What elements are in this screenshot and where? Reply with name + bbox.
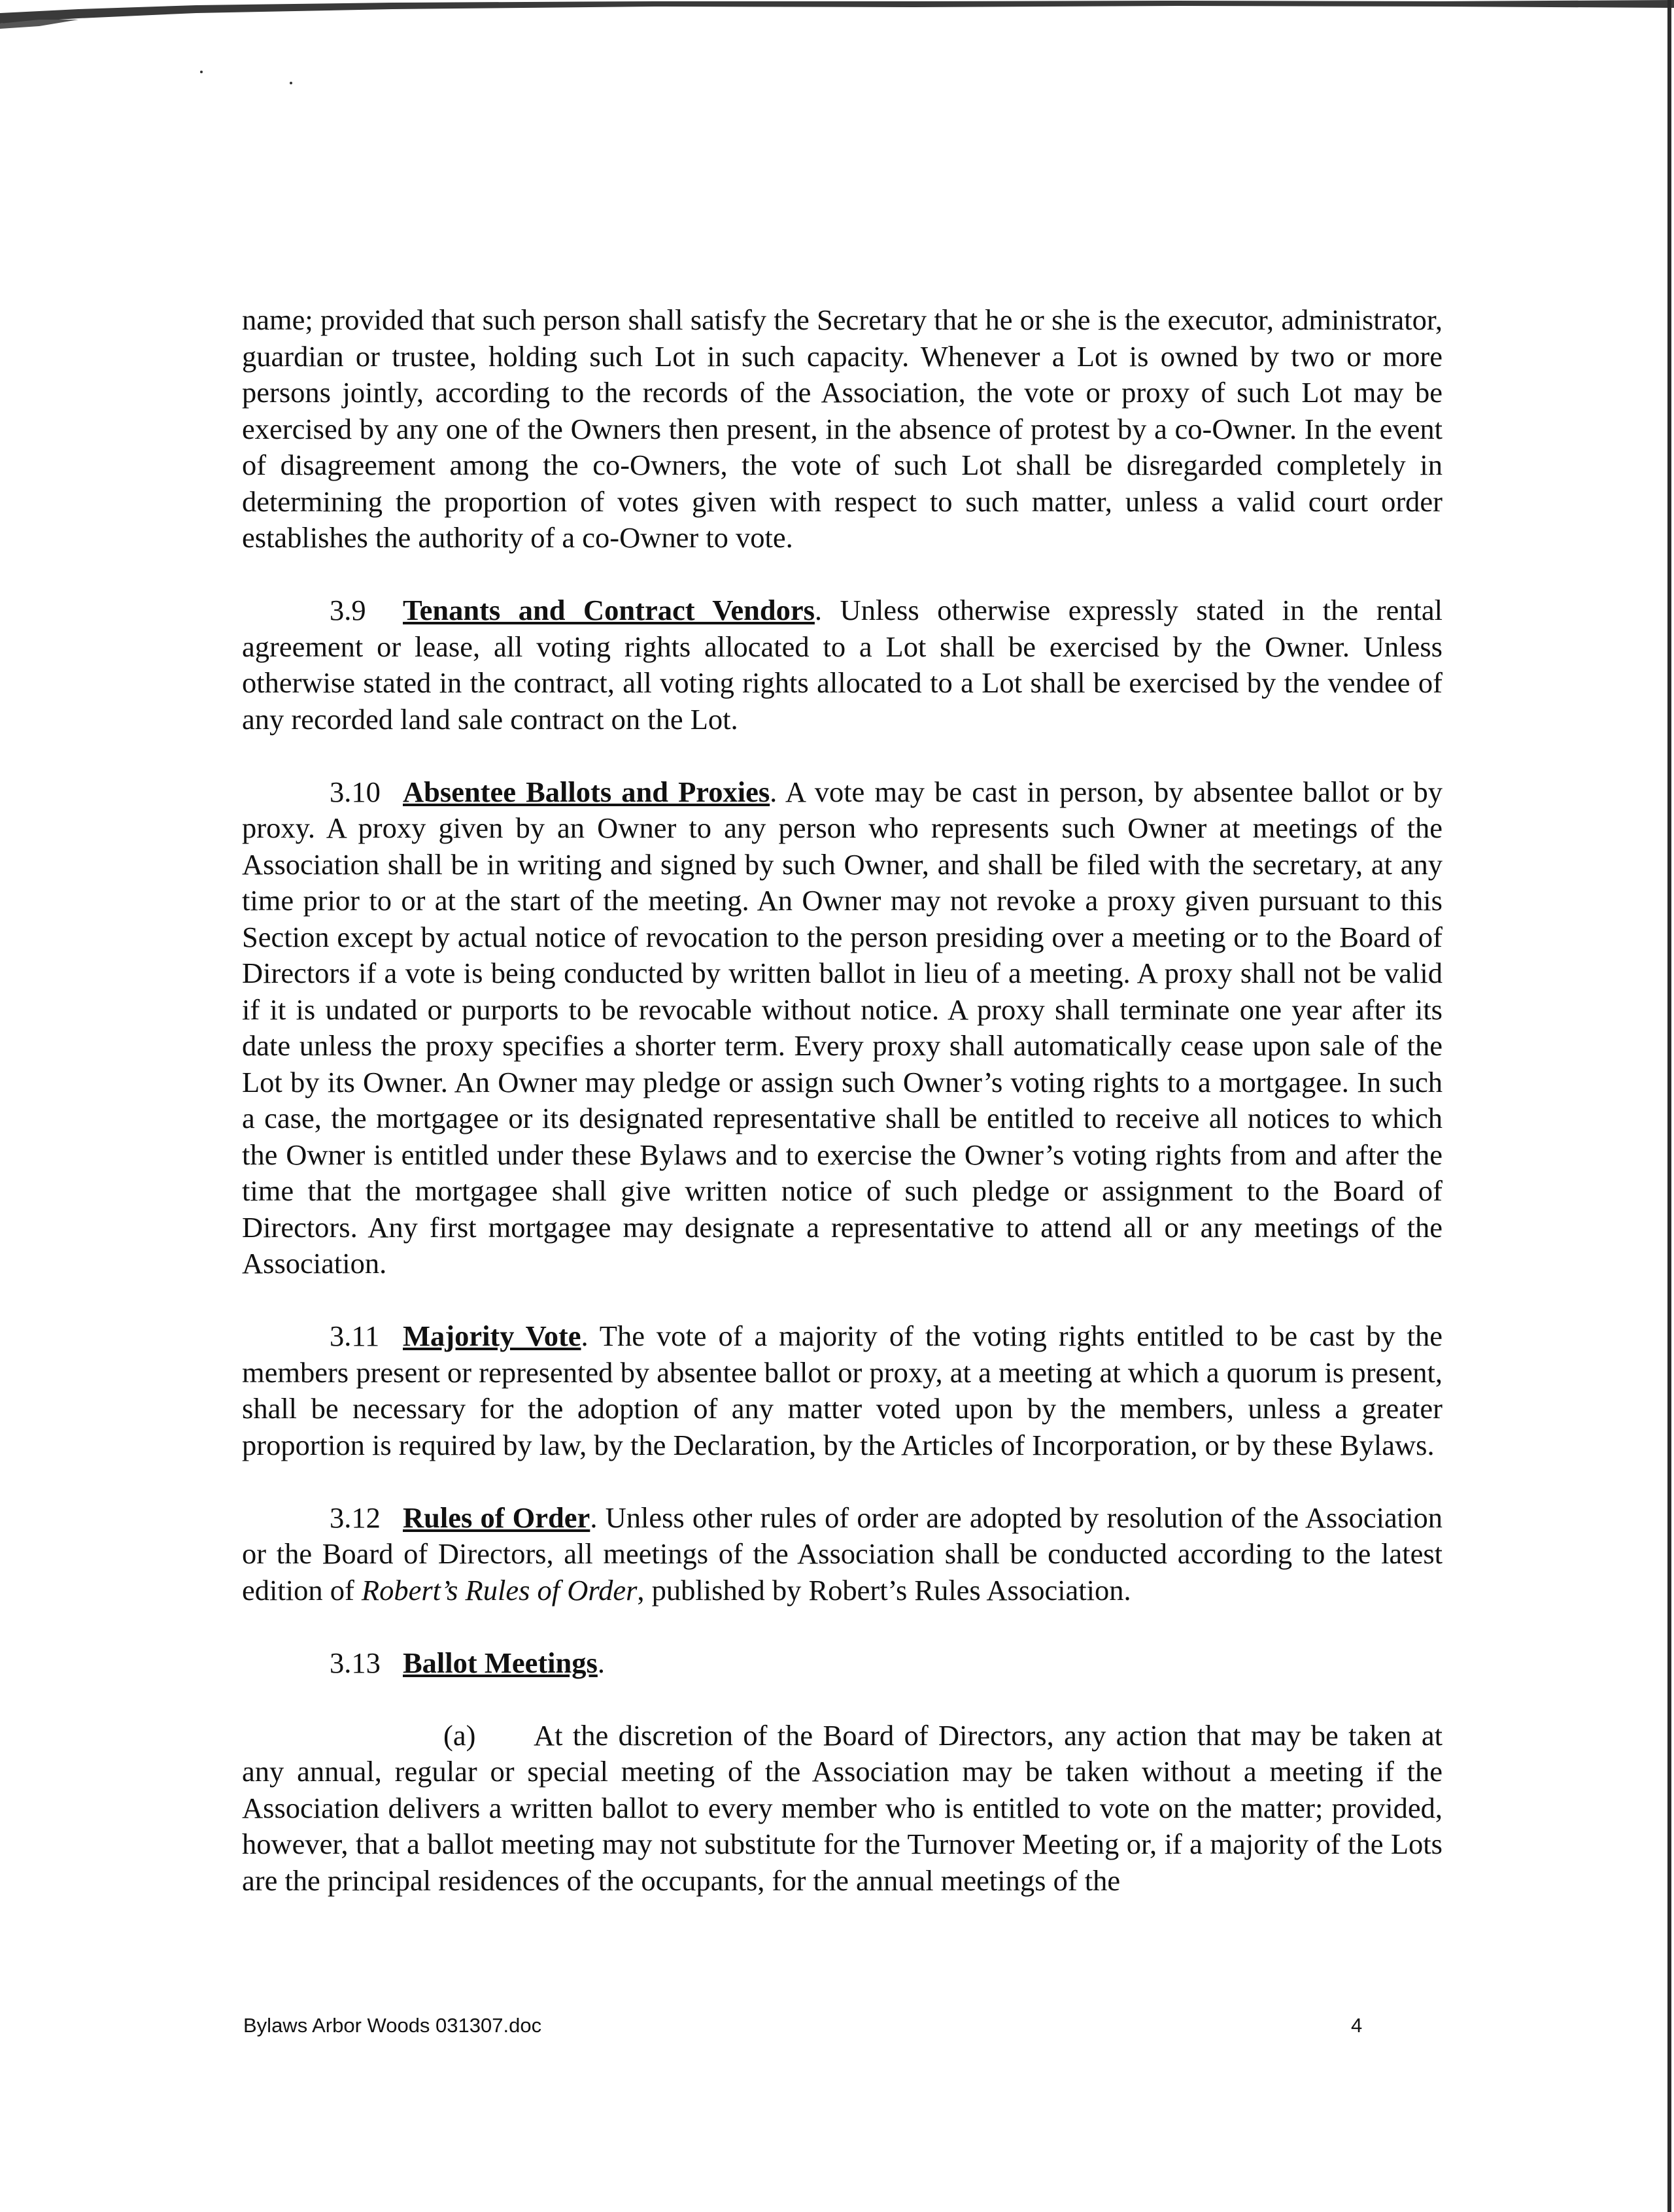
section-3-12 xyxy=(242,1500,1443,1609)
section-number: 3.11 xyxy=(330,1319,380,1352)
scan-top-edge xyxy=(0,0,1674,31)
section-heading: Tenants and Contract Vendors xyxy=(403,594,815,626)
subsection-a xyxy=(242,1718,1443,1899)
section-3-10 xyxy=(242,774,1443,1282)
section-text: . xyxy=(597,1646,605,1679)
section-3-9 xyxy=(242,592,1443,738)
subsection-text: At the discretion of the Board of Directors, any action that may be taken at any annual, regular or special meeting of the Association may be taken without a meeting if the Association delivers a written ballot to every member who is entitled to vote on the matter; provided, however, that a ballot meeting may not substitute for the Turnover Meeting or, if a majority of the Lots are the principal residences of the occupants, for the annual meetings of the xyxy=(242,1718,1443,1897)
intro-paragraph: name; provided that such person shall satisfy the Secretary that he or she is the executor, administrator, guardian or trustee, holding such Lot in such capacity. Whenever a Lot is owned by two or more persons jointly, according to the records of the Association, the vote or proxy of such Lot may be exercised by any one of the Owners then present, in the absence of protest by a co-Owner. In the event of disagreement among the co-Owners, the vote of such Lot shall be disregarded completely in determining the proportion of votes given with respect to such matter, unless a valid court order establishes the authority of a co-Owner to vote. xyxy=(242,303,1443,554)
section-text-end: , published by Robert’s Rules Association. xyxy=(637,1573,1131,1607)
section-text: . Unless other rules of order are adopted by resolution of the Association or the Board of Directors, all meetings of the Association shall be conducted according to the latest edition of xyxy=(242,1501,1443,1607)
scan-speck xyxy=(200,71,203,73)
section-number: 3.12 xyxy=(330,1501,381,1534)
section-text: . The vote of a majority of the voting rights entitled to be cast by the members present or represented by absentee ballot or proxy, at a meeting at which a quorum is present, shall be necessary for the adoption of any matter voted upon by the members, unless a greater proportion is required by law, by the Declaration, by the Articles of Incorporation, or by these Bylaws. xyxy=(242,1319,1443,1461)
section-number: 3.10 xyxy=(330,775,381,808)
section-heading: Majority Vote xyxy=(403,1319,581,1352)
subsection-label: (a) xyxy=(443,1718,476,1752)
section-heading: Rules of Order xyxy=(403,1501,590,1534)
section-3-11 xyxy=(242,1318,1443,1463)
section-number: 3.9 xyxy=(330,594,366,626)
footer-document-name: Bylaws Arbor Woods 031307.doc xyxy=(243,2014,542,2037)
document-body xyxy=(242,302,1443,1899)
italic-title: Robert’s Rules of Order xyxy=(361,1573,638,1607)
section-3-13 xyxy=(242,1645,1443,1682)
footer-page-number: 4 xyxy=(1351,2014,1363,2037)
section-heading: Absentee Ballots and Proxies xyxy=(403,775,770,808)
section-number: 3.13 xyxy=(330,1646,381,1679)
scan-speck xyxy=(290,82,292,84)
section-text: . A vote may be cast in person, by absentee ballot or by proxy. A proxy given by an Owner to any person who represents such Owner at meetings of the Association shall be in writing and signed by such Owner, and shall be filed with the secretary, at any time prior to or at the start of the meeting. An Owner may not revoke a proxy given pursuant to this Section except by actual notice of revocation to the person presiding over a meeting or to the Board of Directors if a vote is being conducted by written ballot in lieu of a meeting. A proxy shall not be valid if it is undated or purports to be revocable without notice. A proxy shall terminate one year after its date unless the proxy specifies a shorter term. Every proxy shall automatically cease upon sale of the Lot by its Owner. An Owner may pledge or assign such Owner’s voting rights to a mortgagee. In such a case, the mortgagee or its designated representative shall be entitled to receive all notices to which the Owner is entitled under these Bylaws and to exercise the Owner’s voting rights from and after the time that the mortgagee shall give written notice of such pledge or assignment to the Board of Directors. Any first mortgagee may designate a representative to attend all or any meetings of the Association. xyxy=(242,775,1443,1280)
section-text: . Unless otherwise expressly stated in the rental agreement or lease, all voting rights allocated to a Lot shall be exercised by the Owner. Unless otherwise stated in the contract, all voting rights allocated to a Lot shall be exercised by the vendee of any recorded land sale contract on the Lot. xyxy=(242,594,1443,736)
section-heading: Ballot Meetings xyxy=(403,1646,598,1679)
scan-right-edge xyxy=(1667,0,1671,2212)
